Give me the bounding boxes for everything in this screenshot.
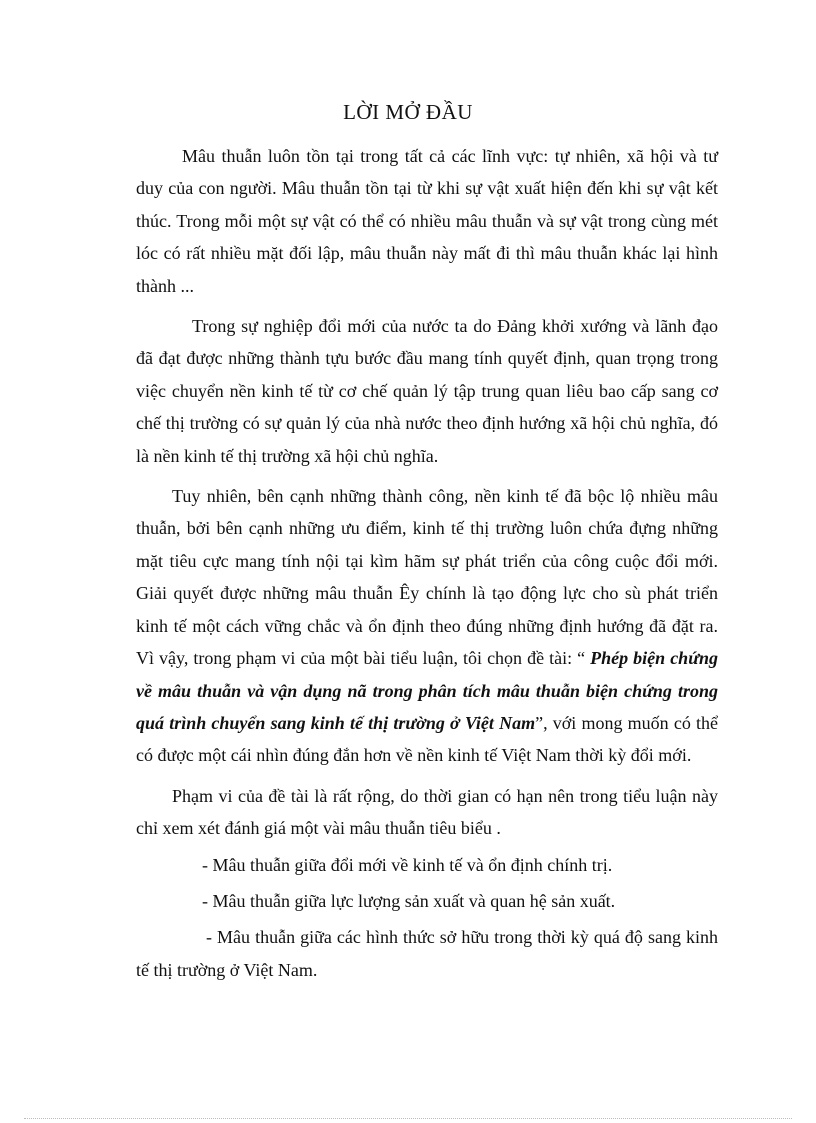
paragraph-2: Trong sự nghiệp đổi mới của nước ta do Đảng khởi xướng và lãnh đạo đã đạt được những thành tựu bước đầu mang tính quyết định, quan trọng trong việc chuyển nền kinh tế từ cơ chế quản lý tập trung quan liêu bao cấp sang cơ chế thị trường có sự quản lý của nhà nước theo định hướng xã hội chủ nghĩa, đó là nền kinh tế thị trường xã hội chủ nghĩa. bbox=[136, 316, 718, 466]
page-title: LỜI MỞ ĐẦU bbox=[343, 100, 473, 124]
page-bottom-divider bbox=[24, 1118, 792, 1119]
document-body bbox=[136, 140, 718, 986]
list-item: - Mâu thuẫn giữa lực lượng sản xuất và quan hệ sản xuất. bbox=[202, 890, 616, 911]
paragraph-3-intro: Tuy nhiên, bên cạnh những thành công, nền kinh tế đã bộc lộ nhiều mâu thuẫn, bởi bên cạnh những ưu điểm, kinh tế thị trường luôn chứa đựng những mặt tiêu cực mang tính nội tại kìm hãm sự phát triển của công cuộc đổi mới. Giải quyết được những mâu thuẫn Êy chính là tạo động lực cho sù phát triển kinh tế một cách vững chắc và ổn định theo đúng những định hướng đã đặt ra. Vì vậy, trong phạm vi của một bài tiểu luận, tôi chọn đề tài: “ bbox=[136, 486, 718, 669]
essay-topic: Phép biện chứng về mâu thuẫn và vận dụng nã trong phân tích mâu thuẫn biện chứng trong quá trình chuyển sang kinh tế thị trường ở Việt Nam bbox=[136, 648, 718, 733]
paragraph-3 bbox=[136, 480, 718, 772]
paragraph-4: Phạm vi của đề tài là rất rộng, do thời gian có hạn nên trong tiểu luận này chỉ xem xét đánh giá một vài mâu thuẫn tiêu biểu . bbox=[136, 785, 718, 839]
list-item: - Mâu thuẫn giữa đổi mới về kinh tế và ổn định chính trị. bbox=[202, 854, 613, 875]
list-item: - Mâu thuẫn giữa các hình thức sở hữu trong thời kỳ quá độ sang kinh tế thị trường ở Việt Nam. bbox=[136, 927, 718, 980]
paragraph-1: Mâu thuẫn luôn tồn tại trong tất cả các lĩnh vực: tự nhiên, xã hội và tư duy của con người. Mâu thuẫn tồn tại từ khi sự vật xuất hiện đến khi sự vật kết thúc. Trong mỗi một sự vật có thể có nhiều mâu thuẫn và sự vật trong cùng mét lóc có rất nhiều mặt đối lập, mâu thuẫn này mất đi thì mâu thuẫn khác lại hình thành ... bbox=[136, 146, 718, 296]
paragraph-3-outro: ”, với mong muốn có thể có được một cái nhìn đúng đắn hơn về nền kinh tế Việt Nam thời kỳ đổi mới. bbox=[136, 712, 719, 766]
